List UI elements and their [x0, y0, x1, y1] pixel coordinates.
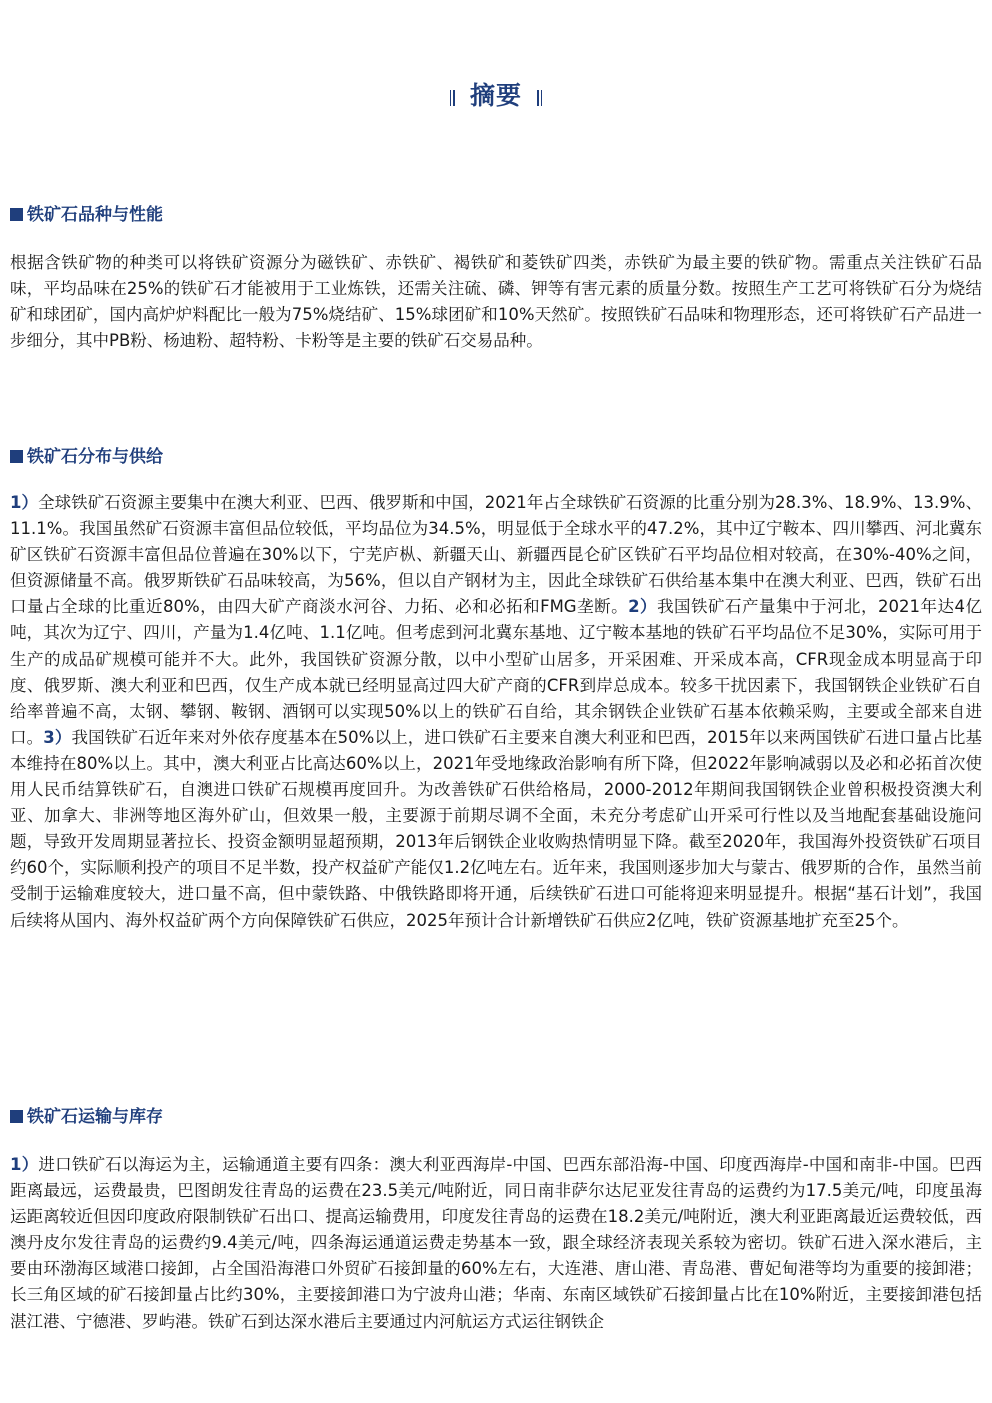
square-bullet-icon [10, 450, 23, 463]
point-text: 我国铁矿石产量集中于河北，2021年达4亿吨，其次为辽宁、四川，产量为1.4亿吨、1.1亿吨。但考虑到河北冀东基地、辽宁鞍本基地的铁矿石平均品位不足30%，实际可用于生产的成品矿规模可能并不大。此外，我国铁矿资源分散，以中小型矿山居多，开采困难、开采成本高，CFR现金成本明显高于印度、俄罗斯、澳大利亚和巴西，仅生产成本就已经明显高过四大矿产商的CFR到岸总成本。较多干扰因素下，我国钢铁企业铁矿石自给率普遍不高，太钢、攀钢、鞍钢、酒钢可以实现50%以上的铁矿石自给，其余钢铁企业铁矿石基本依赖采购，主要或全部来自进口。 [10, 597, 982, 747]
section-heading-text: 铁矿石运输与库存 [27, 1107, 163, 1127]
section-heading-text: 铁矿石品种与性能 [27, 205, 163, 225]
point-text: 全球铁矿石资源主要集中在澳大利亚、巴西、俄罗斯和中国，2021年占全球铁矿石资源的比重分别为28.3%、18.9%、13.9%、11.1%。我国虽然矿石资源丰富但品位较低，平均品位为34.5%，明显低于全球水平的47.2%，其中辽宁鞍本、四川攀西、河北冀东矿区铁矿石资源丰富但品位普遍在30%以下，宁芜庐枞、新疆天山、新疆西昆仑矿区铁矿石平均品位相对较高，在30%-40%之间，但资源储量不高。俄罗斯铁矿石品味较高，为56%，但以自产钢材为主，因此全球铁矿石供给基本集中在澳大利亚、巴西，铁矿石出口量占全球的比重近80%，由四大矿产商淡水河谷、力拓、必和必拓和FMG垄断。 [10, 493, 982, 617]
section-heading-distribution [10, 445, 163, 469]
point-marker: 1） [10, 493, 39, 512]
title-decoration-left [449, 79, 456, 115]
section-paragraph-distribution [10, 490, 982, 934]
page-title [0, 78, 992, 115]
point-text: 进口铁矿石以海运为主，运输通道主要有四条：澳大利亚西海岸-中国、巴西东部沿海-中国、印度西海岸-中国和南非-中国。巴西距离最远，运费最贵，巴图朗发往青岛的运费在23.5美元/吨附近，同日南非萨尔达尼亚发往青岛的运费约为17.5美元/吨，印度虽海运距离较近但因印度政府限制铁矿石出口、提高运输费用，印度发往青岛的运费在18.2美元/吨附近，澳大利亚距离最近运费较低，西澳丹皮尔发往青岛的运费约9.4美元/吨，四条海运通道运费走势基本一致，跟全球经济表现关系较为密切。铁矿石进入深水港后，主要由环渤海区域港口接卸，占全国沿海港口外贸矿石接卸量的60%左右，大连港、唐山港、青岛港、曹妃甸港等均为重要的接卸港；长三角区域的矿石接卸量占比约30%，主要接卸港口为宁波舟山港；华南、东南区域铁矿石接卸量占比在10%附近，主要接卸港包括湛江港、宁德港、罗屿港。铁矿石到达深水港后主要通过内河航运方式运往钢铁企 [10, 1155, 982, 1331]
point-marker: 1） [10, 1155, 39, 1174]
square-bullet-icon [10, 1110, 23, 1123]
page-title-text: 摘要 [469, 81, 522, 110]
square-bullet-icon [10, 208, 23, 221]
title-decoration-right [536, 79, 543, 115]
point-marker: 3） [43, 727, 72, 747]
point-text: 我国铁矿石近年来对外依存度基本在50%以上，进口铁矿石主要来自澳大利亚和巴西，2015年以来两国铁矿石进口量占比基本维持在80%以上。其中，澳大利亚占比高达60%以上，2021年受地缘政治影响有所下降，但2022年影响减弱以及必和必拓首次使用人民币结算铁矿石，自澳进口铁矿石规模再度回升。为改善铁矿石供给格局，2000-2012年期间我国钢铁企业曾积极投资澳大利亚、加拿大、非洲等地区海外矿山，但效果一般，主要源于前期尽调不全面，未充分考虑矿山开采可行性以及当地配套基础设施问题，导致开发周期显著拉长、投资金额明显超预期，2013年后钢铁企业收购热情明显下降。截至2020年，我国海外投资铁矿石项目约60个，实际顺利投产的项目不足半数，投产权益矿产能仅1.2亿吨左右。近年来，我国则逐步加大与蒙古、俄罗斯的合作，虽然当前受制于运输难度较大，进口量不高，但中蒙铁路、中俄铁路即将开通，后续铁矿石进口可能将迎来明显提升。根据“基石计划”，我国后续将从国内、海外权益矿两个方向保障铁矿石供应，2025年预计合计新增铁矿石供应2亿吨，铁矿资源基地扩充至25个。 [10, 727, 983, 930]
section-paragraph-transport [10, 1152, 982, 1335]
point-marker: 2） [628, 597, 658, 617]
section-heading-transport [10, 1105, 163, 1129]
section-heading-text: 铁矿石分布与供给 [27, 447, 163, 467]
section-heading-varieties [10, 203, 163, 227]
section-paragraph-varieties: 根据含铁矿物的种类可以将铁矿资源分为磁铁矿、赤铁矿、褐铁矿和菱铁矿四类，赤铁矿为最主要的铁矿物。需重点关注铁矿石品味，平均品味在25%的铁矿石才能被用于工业炼铁，还需关注硫、磷、钾等有害元素的质量分数。按照生产工艺可将铁矿石分为烧结矿和球团矿，国内高炉炉料配比一般为75%烧结矿、15%球团矿和10%天然矿。按照铁矿石品味和物理形态，还可将铁矿石产品进一步细分，其中PB粉、杨迪粉、超特粉、卡粉等是主要的铁矿石交易品种。 [10, 253, 982, 351]
